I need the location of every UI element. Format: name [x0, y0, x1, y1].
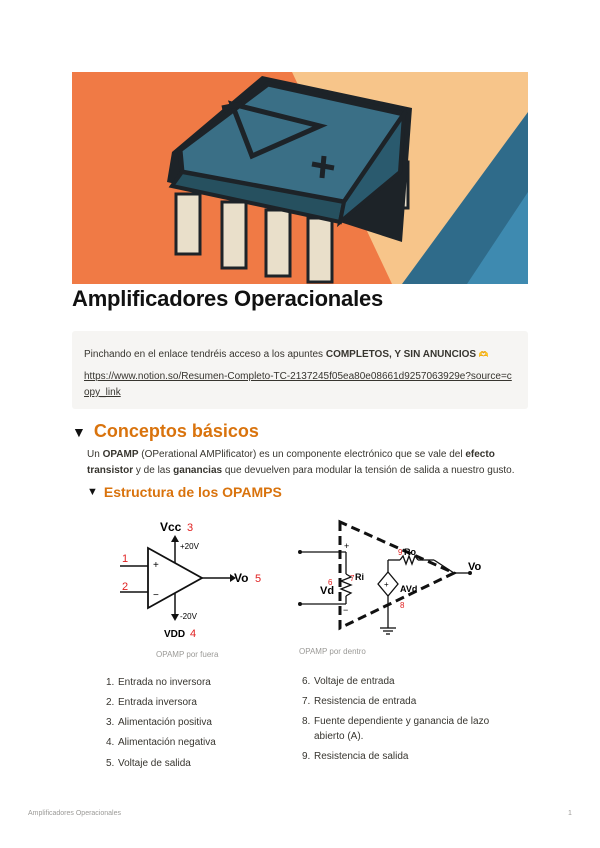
label-plus20: +20V — [180, 542, 199, 551]
subsection-heading-text: Estructura de los OPAMPS — [103, 484, 282, 500]
list-item: 2. Entrada inversora — [106, 697, 197, 708]
list-item: 5. Voltaje de salida — [106, 758, 191, 769]
label-1: 1 — [122, 553, 129, 565]
label-9: 9 — [398, 548, 403, 557]
opamp-outside-diagram — [110, 516, 270, 646]
callout-box — [72, 331, 528, 409]
toggle-triangle-icon[interactable]: ▼ — [87, 486, 98, 498]
label-minus20: -20V — [180, 612, 197, 621]
list-item: 9. Resistencia de salida — [302, 751, 409, 762]
minus-label: − — [153, 590, 159, 601]
label-ro: Ro — [404, 547, 416, 557]
label-7: 7 — [350, 574, 355, 583]
minus-label: − — [343, 605, 349, 615]
list-item: 8. Fuente dependiente y ganancia de lazo abierto (A). — [302, 716, 490, 742]
figure-caption-inside: OPAMP por dentro — [299, 647, 366, 656]
footer-page-number: 1 — [568, 810, 572, 817]
figure-caption-outside: OPAMP por fuera — [156, 650, 219, 659]
list-right — [302, 674, 512, 764]
subsection-heading[interactable] — [87, 484, 282, 500]
label-vo: Vo — [468, 561, 482, 573]
label-ava: AVd — [400, 584, 418, 594]
callout-text: Pinchando en el enlace tendréis acceso a los apuntes COMPLETOS, Y SIN ANUNCIOS 🫶 — [84, 349, 489, 360]
plus-label: + — [344, 541, 350, 551]
opamp-inside-diagram — [294, 516, 504, 646]
list-left — [106, 677, 276, 778]
list-item: 3. Alimentación positiva — [106, 717, 212, 728]
section-heading-text: Conceptos básicos — [93, 421, 259, 441]
page-title: Amplificadores Operacionales — [72, 286, 384, 311]
callout-bold: COMPLETOS, Y SIN ANUNCIOS — [325, 349, 477, 360]
list-item: 4. Alimentación negativa — [106, 737, 216, 748]
source-plus: + — [384, 580, 389, 589]
list-item: 6. Voltaje de entrada — [302, 676, 395, 687]
toggle-triangle-icon[interactable]: ▼ — [72, 423, 86, 440]
label-vd: Vd — [320, 585, 335, 597]
list-item: 1. Entrada no inversora — [106, 677, 211, 688]
intro-paragraph: Un OPAMP (OPerational AMPlificator) es un componente electrónico que se vale del efecto transistor y de las ganancias que devuelven para modular la tensión de salida a nuestro gusto. — [87, 449, 515, 476]
cover-image — [72, 72, 528, 284]
label-6: 6 — [328, 578, 333, 587]
plus-label: + — [153, 560, 159, 571]
section-heading[interactable] — [72, 421, 259, 442]
label-vdd: VDD — [164, 629, 186, 640]
label-8: 8 — [400, 601, 405, 610]
hands-heart-icon: 🫶 — [478, 350, 489, 359]
label-5: 5 — [255, 573, 262, 585]
notion-link[interactable]: https://www.notion.so/Resumen-Completo-TC-2137245f05ea80e08661d9257063929e?source=copy_link — [84, 371, 512, 398]
label-3: 3 — [187, 522, 194, 534]
list-item: 7. Resistencia de entrada — [302, 696, 417, 707]
footer-title: Amplificadores Operacionales — [28, 810, 121, 817]
label-4: 4 — [190, 628, 197, 640]
label-ri: Ri — [355, 572, 364, 582]
label-vo: Vo — [234, 571, 249, 585]
label-vcc: Vcc — [160, 520, 182, 534]
label-2: 2 — [122, 581, 129, 593]
